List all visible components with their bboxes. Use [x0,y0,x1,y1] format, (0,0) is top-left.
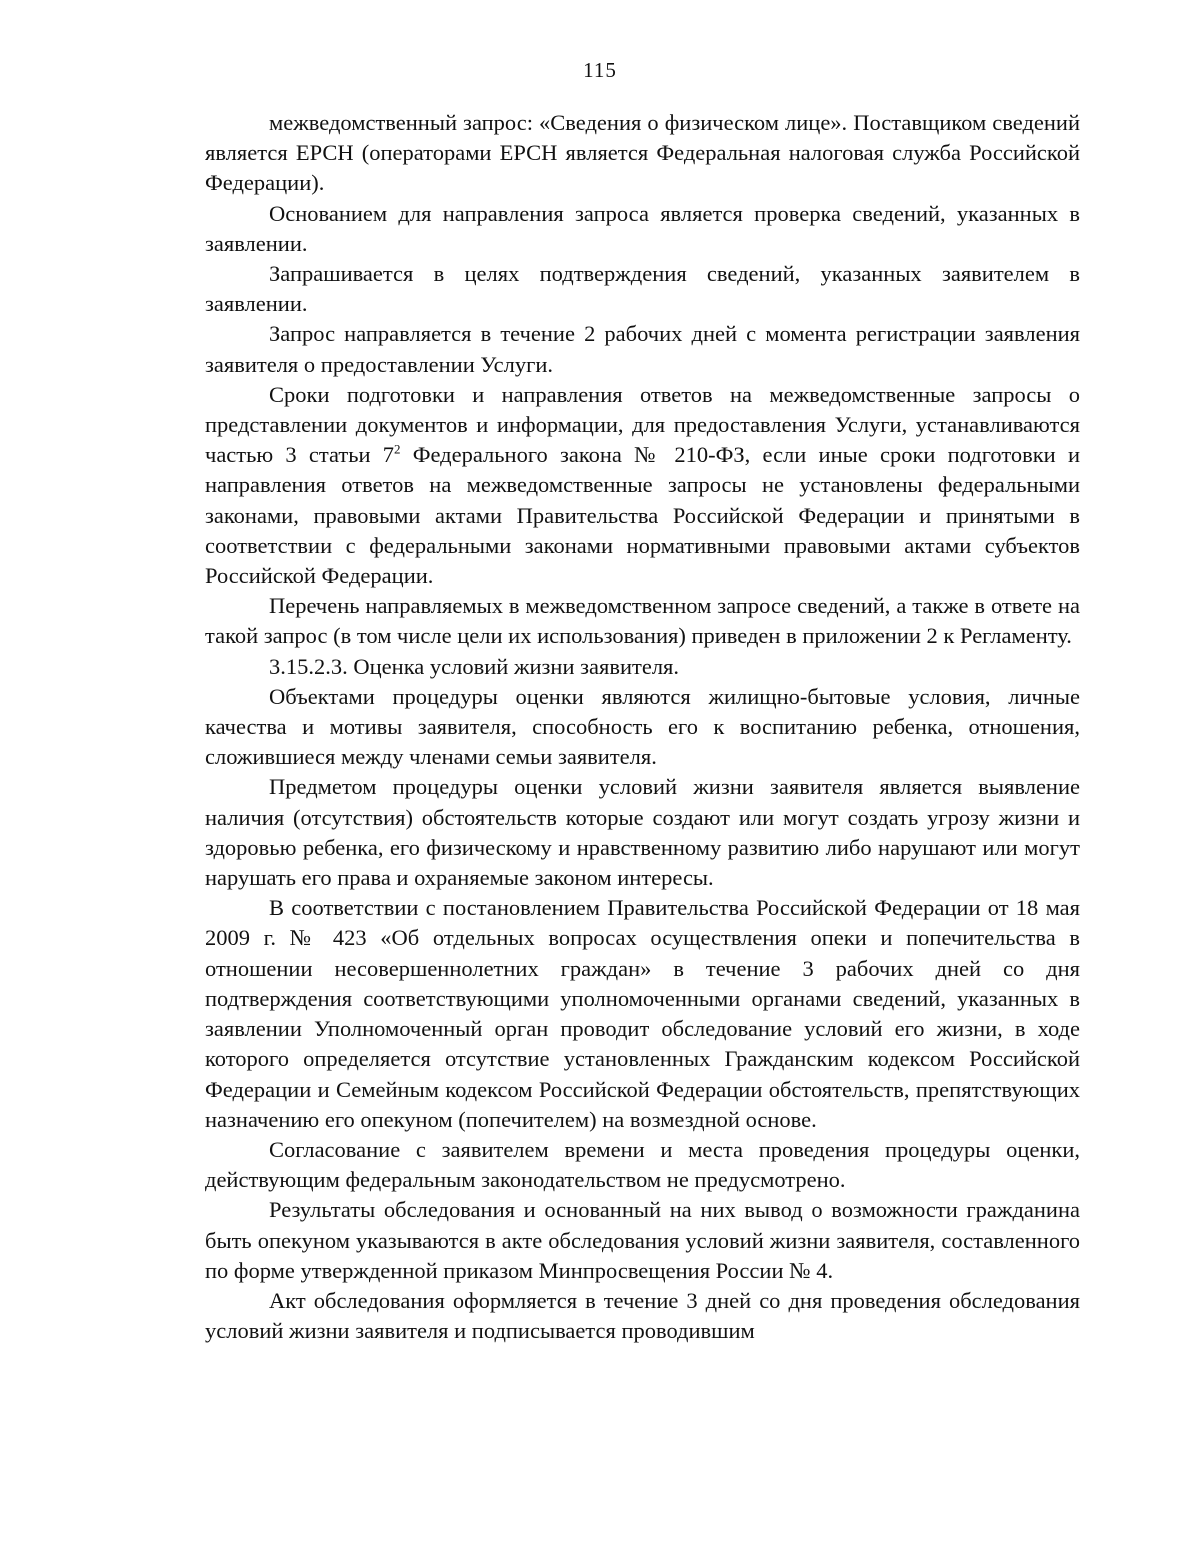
paragraph: В соответствии с постановлением Правительства Российской Федерации от 18 мая 2009 г. № 423 «Об отдельных вопросах осуществления опеки и попечительства в отношении несовершеннолетних граждан» в течение 3 рабочих дней со дня подтверждения соответствующими уполномоченными органами сведений, указанных в заявлении Уполномоченный орган проводит обследование условий его жизни, в ходе которого определяется отсутствие установленных Гражданским кодексом Российской Федерации и Семейным кодексом Российской Федерации обстоятельств, препятствующих назначению его опекуном (попечителем) на возмездной основе. [205,895,1080,1132]
paragraph: Запрос направляется в течение 2 рабочих дней с момента регистрации заявления заявителя о предоставлении Услуги. [205,321,1080,377]
paragraph: Основанием для направления запроса является проверка сведений, указанных в заявлении. [205,200,1080,256]
paragraph: Акт обследования оформляется в течение 3 дней со дня проведения обследования условий жизни заявителя и подписывается проводившим [205,1287,1080,1344]
paragraph: Предметом процедуры оценки условий жизни заявителя является выявление наличия (отсутствия) обстоятельств которые создают или могут создать угрозу жизни и здоровью ребенка, его физическому и нравственному развитию либо нарушают или могут нарушать его права и охраняемые законом интересы. [205,774,1080,891]
paragraph: Запрашивается в целях подтверждения сведений, указанных заявителем в заявлении. [205,261,1080,317]
superscript: 2 [393,441,401,457]
paragraph: Объектами процедуры оценки являются жилищно-бытовые условия, личные качества и мотивы заявителя, способность его к воспитанию ребенка, отношения, сложившиеся между членами семьи заявителя. [205,683,1080,770]
page-number: 115 [583,58,617,82]
paragraph-with-superscript [205,380,1080,591]
paragraph: Результаты обследования и основанный на них вывод о возможности гражданина быть опекуном указываются в акте обследования условий жизни заявителя, составленного по форме утвержденной приказом Минпросвещения России № 4. [205,1197,1080,1283]
document-body [205,108,1080,1346]
section-heading: 3.15.2.3. Оценка условий жизни заявителя. [269,653,680,679]
paragraph: Перечень направляемых в межведомственном запросе сведений, а также в ответе на такой запрос (в том числе цели их использования) приведен в приложении 2 к Регламенту. [205,593,1080,649]
paragraph-continuation: межведомственный запрос: «Сведения о физическом лице». Поставщиком сведений является ЕРСН (операторами ЕРСН является Федеральная налоговая служба Российской Федерации). [205,110,1080,196]
paragraph-text-part: Федерального закона № 210-ФЗ, если иные сроки подготовки и направления ответов на межведомственные запросы не установлены федеральными законами, правовыми актами Правительства Российской Федерации и принятыми в соответствии с федеральными законами нормативными правовыми актами субъектов Российской Федерации. [205,442,1080,589]
paragraph-text-part: Сроки подготовки и направления ответов на межведомственные запросы о представлении документов и информации, для предоставления Услуги, устанавливаются частью 3 статьи 7 [205,381,1080,468]
paragraph: Согласование с заявителем времени и места проведения процедуры оценки, действующим федеральным законодательством не предусмотрено. [205,1136,1080,1193]
